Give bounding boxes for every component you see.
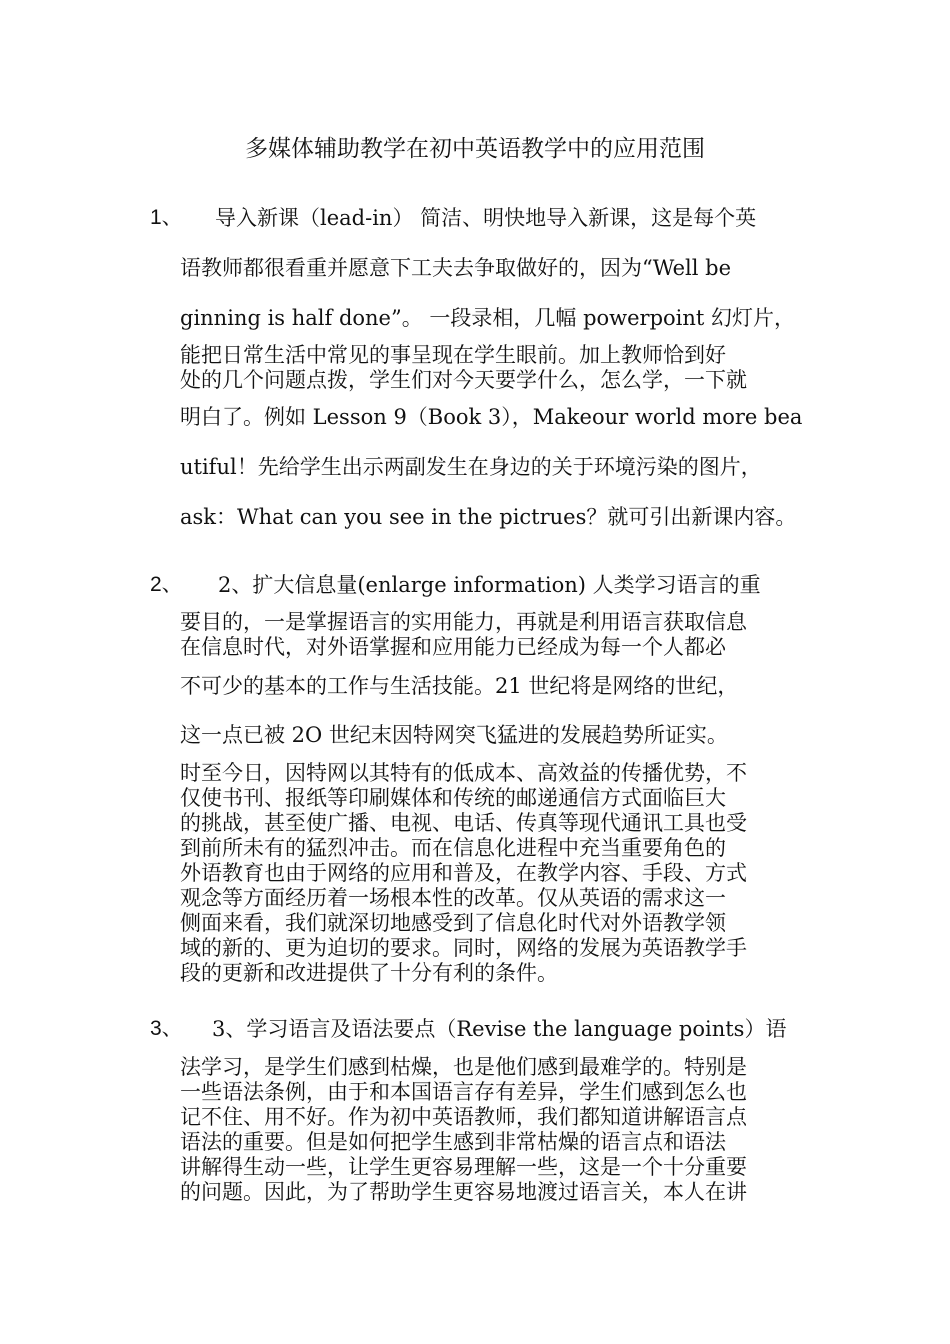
text-line: 明白了。例如 Lesson 9（Book 3），Makeour world more bea [180,405,803,429]
section-number: 3、 [150,1017,183,1040]
text-line: 段的更新和改进提供了十分有利的条件。 [180,961,558,985]
text-line: 讲解得生动一些，让学生更容易理解一些，这是一个十分重要 [180,1155,747,1179]
text-line: 这一点已被 2O 世纪末因特网突飞猛进的发展趋势所证实。 [180,723,728,747]
text-line: 域的新的、更为迫切的要求。同时，网络的发展为英语教学手 [180,936,747,960]
text-line: 的挑战，甚至使广播、电视、电话、传真等现代通讯工具也受 [180,811,747,835]
text-line: ask：What can you see in the pictrues？就可引出新课内容。 [180,505,797,529]
text-line: 外语教育也由于网络的应用和普及，在教学内容、手段、方式 [180,861,747,885]
text-line: 语法的重要。但是如何把学生感到非常枯燥的语言点和语法 [180,1130,726,1154]
text-line: 3、学习语言及语法要点（Revise the language points）语 [212,1017,787,1041]
section-number: 2、 [150,573,183,596]
text-line: 到前所未有的猛烈冲击。而在信息化进程中充当重要角色的 [180,836,726,860]
text-line: 观念等方面经历着一场根本性的改革。仅从英语的需求这一 [180,886,726,910]
text-line: 侧面来看，我们就深切地感受到了信息化时代对外语教学领 [180,911,726,935]
text-line: utiful！先给学生出示两副发生在身边的关于环境污染的图片， [180,455,762,479]
text-line: 导入新课（lead-in） 简洁、明快地导入新课，这是每个英 [215,206,757,230]
text-line: 语教师都很看重并愿意下工夫去争取做好的，因为“Well be [180,256,732,280]
text-line: 能把日常生活中常见的事呈现在学生眼前。加上教师恰到好 [180,343,726,367]
text-line: 不可少的基本的工作与生活技能。21 世纪将是网络的世纪， [180,674,739,698]
document-title: 多媒体辅助教学在初中英语教学中的应用范围 [245,136,705,162]
text-line: 处的几个问题点拨，学生们对今天要学什么，怎么学，一下就 [180,368,747,392]
text-line: 一些语法条例，由于和本国语言存有差异，学生们感到怎么也 [180,1080,747,1104]
text-line: 仅使书刊、报纸等印刷媒体和传统的邮递通信方式面临巨大 [180,786,726,810]
text-line: 时至今日，因特网以其特有的低成本、高效益的传播优势，不 [180,761,747,785]
text-line: 法学习，是学生们感到枯燥，也是他们感到最难学的。特别是 [180,1055,747,1079]
text-line: ginning is half done”。 一段录相，几幅 powerpoint 幻灯片， [180,306,796,330]
text-line: 记不住、用不好。作为初中英语教师，我们都知道讲解语言点 [180,1105,747,1129]
text-line: 的问题。因此，为了帮助学生更容易地渡过语言关，本人在讲 [180,1180,747,1204]
section-number: 1、 [150,206,183,229]
text-line: 要目的，一是掌握语言的实用能力，再就是利用语言获取信息 [180,610,747,634]
text-line: 在信息时代，对外语掌握和应用能力已经成为每一个人都必 [180,635,726,659]
text-line: 2、扩大信息量(enlarge information) 人类学习语言的重 [218,573,761,597]
